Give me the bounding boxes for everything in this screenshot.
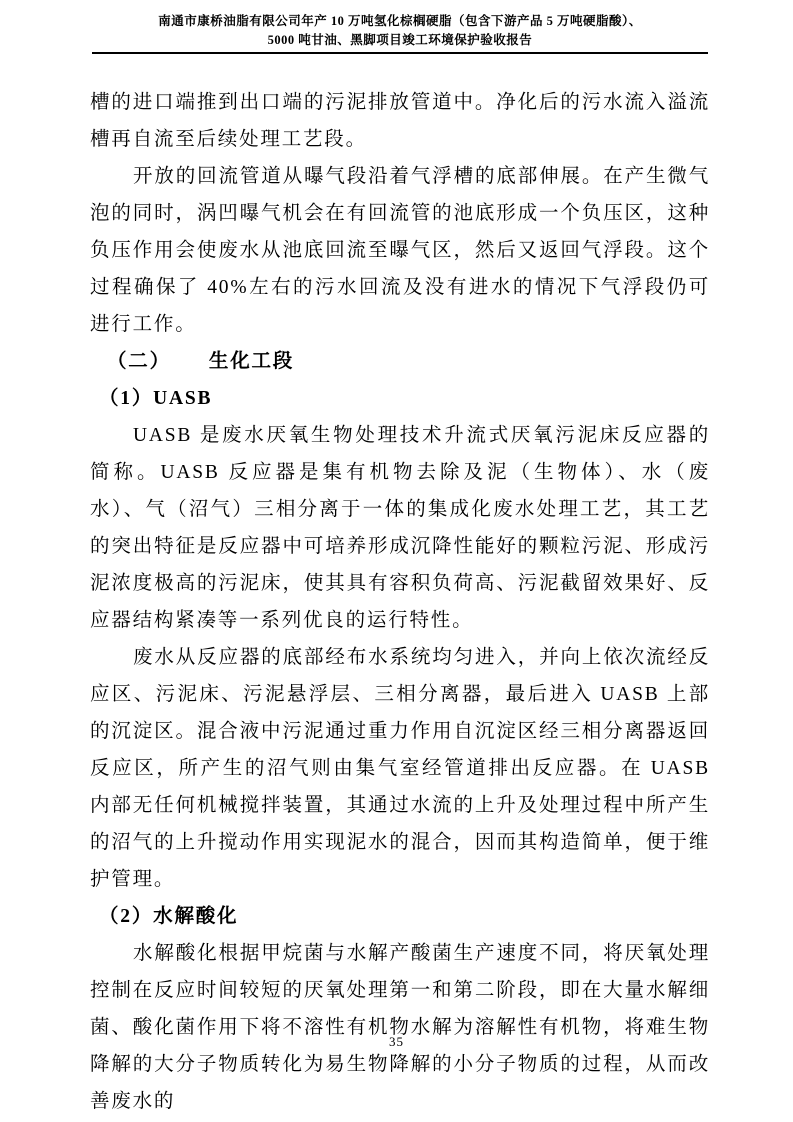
paragraph-return-pipe: 开放的回流管道从曝气段沿着气浮槽的底部伸展。在产生微气泡的同时，涡凹曝气机会在有回流管的池底形成一个负压区，这种负压作用会使废水从池底回流至曝气区，然后又返回气浮段。这个过程确保了 40%左右的污水回流及没有进水的情况下气浮段仍可进行工作。 [90, 166, 710, 335]
paragraph-uasb-flow: 废水从反应器的底部经布水系统均匀进入，并向上依次流经反应区、污泥床、污泥悬浮层、三相分离器，最后进入 UASB 上部的沉淀区。混合液中污泥通过重力作用自沉淀区经三相分离器返回反应区，所产生的沼气则由集气室经管道排出反应器。在 UASB 内部无任何机械搅拌装置，其通过水流的上升及处理过程中所产生的沼气的上升搅动作用实现泥水的混合，因而其构造简单，便于维护管理。 [90, 647, 710, 890]
header-line-1: 南通市康桥油脂有限公司年产 10 万吨氢化棕榈硬脂（包含下游产品 5 万吨硬脂酸）、 [158, 14, 642, 28]
paragraph-sludge-discharge: 槽的进口端推到出口端的污泥排放管道中。净化后的污水流入溢流槽再自流至后续处理工艺段。 [90, 92, 710, 150]
paragraph-hydrolysis-description: 水解酸化根据甲烷菌与水解产酸菌生产速度不同，将厌氧处理控制在反应时间较短的厌氧处理第一和第二阶段，即在大量水解细菌、酸化菌作用下将不溶性有机物水解为溶解性有机物，将难生物降解的大分子物质转化为易生物降解的小分子物质的过程，从而改善废水的 [90, 943, 710, 1112]
section-heading-number: （二） [107, 351, 171, 372]
subsection-heading-uasb: （1）UASB [99, 388, 213, 409]
document-body [90, 84, 710, 1120]
header-line-2: 5000 吨甘油、黑脚项目竣工环境保护验收报告 [267, 33, 533, 47]
section-heading-biochemical [90, 343, 710, 380]
paragraph-uasb-description: UASB 是废水厌氧生物处理技术升流式厌氧污泥床反应器的简称。UASB 反应器是集有机物去除及泥（生物体）、水（废水）、气（沼气）三相分离于一体的集成化废水处理工艺，其工艺的突出特征是反应器中可培养形成沉降性能好的颗粒污泥、形成污泥浓度极高的污泥床，使其具有容积负荷高、污泥截留效果好、反应器结构紧凑等一系列优良的运行特性。 [90, 425, 710, 631]
page-number: 35 [389, 1034, 404, 1049]
section-heading-title: 生化工段 [208, 351, 295, 372]
subsection-heading-hydrolysis: （2）水解酸化 [99, 906, 239, 927]
page-header [92, 12, 708, 54]
